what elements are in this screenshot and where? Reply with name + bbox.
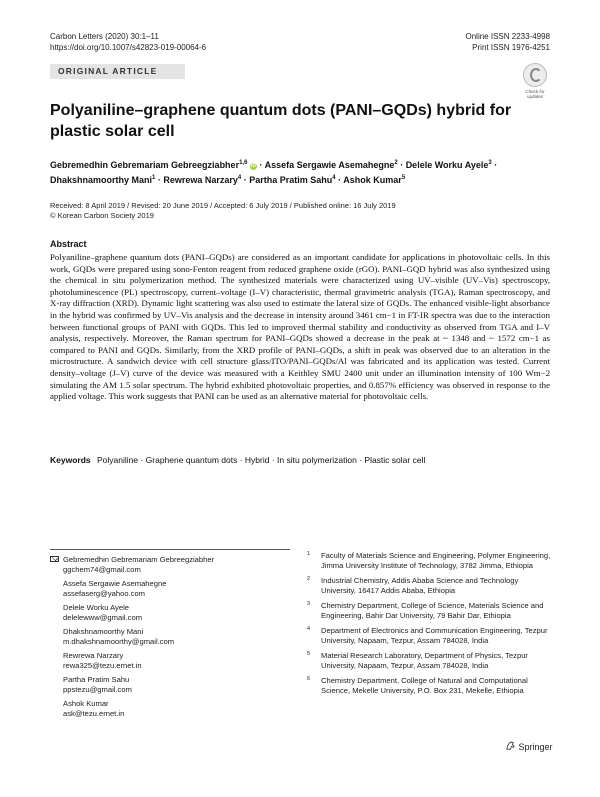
correspondent-name: Assefa Sergawie Asemahegne bbox=[63, 579, 167, 588]
author-affil-sup: 1,6 bbox=[239, 160, 248, 166]
abstract-heading: Abstract bbox=[50, 239, 87, 249]
author-affil-sup: 3 bbox=[488, 160, 492, 166]
affiliation-number: 5 bbox=[307, 651, 311, 657]
refresh-icon bbox=[523, 63, 547, 87]
badge-label-line1: Check for bbox=[525, 89, 545, 94]
affiliation-item bbox=[304, 601, 554, 621]
article-history bbox=[50, 201, 550, 221]
author-affil-sup: 1 bbox=[152, 175, 156, 181]
article-title: Polyaniline–graphene quantum dots (PANI–GQDs) hybrid for plastic solar cell bbox=[50, 102, 512, 140]
author-affil-sup: 2 bbox=[394, 160, 398, 166]
affiliation-number: 2 bbox=[307, 576, 311, 582]
correspondent-email[interactable]: ppstezu@gmail.com bbox=[63, 685, 132, 694]
affiliation-item bbox=[304, 626, 554, 646]
correspondent-email[interactable]: assefaserg@yahoo.com bbox=[63, 589, 145, 598]
affiliation-list bbox=[304, 551, 554, 701]
affiliation-number: 6 bbox=[307, 676, 311, 682]
publisher-logo bbox=[505, 740, 553, 752]
keywords-text: Polyaniline · Graphene quantum dots · Hybrid · In situ polymerization · Plastic solar cell bbox=[97, 455, 426, 465]
author-list: Gebremedhin Gebremariam Gebreegziabher$^{1,6}$ iD · Assefa Sergawie Asemahegne$^2$ · Delele Worku Ayele$^3$ · Dhakshnamoorthy Mani$^1$ · Rewrewa Narzary$^4$ · Partha Pratim Sahu$^4$ · Ashok Kumar$^5$ bbox=[50, 160, 498, 185]
publication-dates: Received: 8 April 2019 / Revised: 20 June 2019 / Accepted: 6 July 2019 / Published online: 16 July 2019 bbox=[50, 201, 396, 210]
correspondence-entry bbox=[50, 699, 280, 719]
author-name[interactable]: Gebremedhin Gebremariam Gebreegziabher bbox=[50, 160, 240, 170]
author-name[interactable]: Rewrewa Narzary bbox=[163, 175, 238, 185]
correspondent-email[interactable]: delelewww@gmail.com bbox=[63, 613, 143, 622]
author-affil-sup: 4 bbox=[237, 175, 242, 181]
affiliation-text: Material Research Laboratory, Department of Physics, Tezpur University, Napaam, Tezpur, Assam 784028, India bbox=[321, 651, 528, 670]
affiliation-item bbox=[304, 551, 554, 571]
author-affil-sup: 4 bbox=[332, 175, 336, 181]
author-name[interactable]: Assefa Sergawie Asemahegne bbox=[264, 160, 395, 170]
issn-online: Online ISSN 2233-4998 bbox=[465, 32, 550, 41]
correspondence-list bbox=[50, 555, 280, 723]
author-name[interactable]: Partha Pratim Sahu bbox=[249, 175, 333, 185]
envelope-icon bbox=[50, 556, 59, 562]
check-for-updates-badge[interactable] bbox=[520, 63, 550, 97]
correspondent-name: Rewrewa Narzary bbox=[63, 651, 124, 660]
correspondent-name: Partha Pratim Sahu bbox=[63, 675, 130, 684]
footnote-divider bbox=[50, 549, 290, 550]
correspondent-name: Delele Worku Ayele bbox=[63, 603, 129, 612]
correspondent-name: Ashok Kumar bbox=[63, 699, 109, 708]
journal-citation: Carbon Letters (2020) 30:1–11 bbox=[50, 32, 159, 41]
correspondence-entry bbox=[50, 555, 280, 575]
keywords-line bbox=[50, 455, 550, 466]
affiliation-number: 3 bbox=[307, 601, 311, 607]
correspondence-entry bbox=[50, 675, 280, 695]
correspondent-email[interactable]: ask@tezu.ernet.in bbox=[63, 709, 125, 718]
publisher-name: Springer bbox=[518, 742, 553, 752]
springer-horse-icon bbox=[505, 740, 516, 751]
affiliation-item bbox=[304, 651, 554, 671]
affiliation-text: Chemistry Department, College of Science, Materials Science and Engineering, Bahir Dar University, 79 Bahir Dar, Ethiopia bbox=[321, 601, 544, 620]
affiliation-text: Faculty of Materials Science and Engineering, Polymer Engineering, Jimma University Institute of Technology, 3782 Jimma, Ethiopia bbox=[321, 551, 551, 570]
correspondent-name: Gebremedhin Gebremariam Gebreegziabher bbox=[63, 555, 215, 564]
affiliation-item bbox=[304, 576, 554, 596]
affiliation-text: Industrial Chemistry, Addis Ababa Science and Technology University, 16417 Addis Ababa, Ethiopia bbox=[321, 576, 519, 595]
affiliation-text: Chemistry Department, College of Natural and Computational Science, Mekelle University, P.O. Box 231, Mekelle, Ethiopia bbox=[321, 676, 528, 695]
issn-print: Print ISSN 1976-4251 bbox=[472, 43, 550, 52]
author-name[interactable]: Delele Worku Ayele bbox=[405, 160, 489, 170]
correspondent-name: Dhakshnamoorthy Mani bbox=[63, 627, 144, 636]
correspondent-email[interactable]: ggchem74@gmail.com bbox=[63, 565, 141, 574]
author-affil-sup: 5 bbox=[401, 175, 406, 181]
correspondence-entry bbox=[50, 651, 280, 671]
correspondence-entry bbox=[50, 579, 280, 599]
author-name[interactable]: Ashok Kumar bbox=[343, 175, 402, 185]
correspondence-entry bbox=[50, 627, 280, 647]
affiliation-item bbox=[304, 676, 554, 696]
article-type-label: ORIGINAL ARTICLE bbox=[50, 64, 185, 79]
author-name[interactable]: Dhakshnamoorthy Mani bbox=[50, 175, 153, 185]
keywords-label: Keywords bbox=[50, 455, 91, 465]
copyright-notice: © Korean Carbon Society 2019 bbox=[50, 211, 154, 220]
affiliation-number: 1 bbox=[307, 551, 311, 557]
correspondent-email[interactable]: rewa325@tezu.ernet.in bbox=[63, 661, 142, 670]
abstract-body bbox=[50, 252, 550, 403]
correspondent-email[interactable]: m.dhakshnamoorthy@gmail.com bbox=[63, 637, 175, 646]
affiliation-number: 4 bbox=[307, 626, 311, 632]
affiliation-text: Department of Electronics and Communication Engineering, Tezpur University, Napaam, Tezpur, Assam 784028, India bbox=[321, 626, 548, 645]
correspondence-entry bbox=[50, 603, 280, 623]
orcid-icon[interactable]: iD bbox=[250, 163, 256, 169]
abstract-text: Polyaniline–graphene quantum dots (PANI–GQDs) are considered as an important candidate for applications in photovoltaic cells. In this work, GQDs were prepared using sono-Fenton reagent from reduced graphene oxide (rGO). PANI–GQD hybrid was also synthesized using the chemical in situ polymerization method. The synthesized materials were characterized using UV–visible (UV–Vis) spectroscopy, photoluminescence (PL) spectroscopy, current–voltage (I–V) characteristic, thermal gravimetric analysis (TGA), Raman spectroscopy, and X-ray diffraction (XRD). Dynamic light scattering was also used to estimate the lateral size of GQDs. The enhanced visible-light absorbance in the hybrid was confirmed by UV–Vis analysis and the decrease in intensity around 3461 cm−1 in FT-IR spectra was due to the interaction between functional groups of PANI with GQDs. This led to improved thermal stability and conductivity as observed from TGA and I–V analysis, respectively. Moreover, the Raman spectrum for PANI–GQDs showed a decrease in the peak at ~ 1348 and ~ 1572 cm−1 as compared to PANI and GQDs. Similarly, from the XRD profile of PANI–GQDs, a shift in peak was observed due to an alteration in the microstructure. A sandwich device with cell structure glass/ITO/PANI–GQDs/Al was fabricated and its application was tested. Current density–voltage (J–V) curve of the device was measured with a Keithley SMU 2400 unit under an illumination intensity of 100 Wm−2 simulating the AM 1.5 solar spectrum. The hybrid exhibited photovoltaic properties, and 0.857% efficiency was observed in response to the applied voltage. This work suggests that PANI can be used as an alternative material for photovoltaic cells. bbox=[50, 252, 550, 402]
badge-label-line2: updates bbox=[526, 94, 543, 99]
doi-link[interactable]: https://doi.org/10.1007/s42823-019-00064-6 bbox=[50, 43, 207, 52]
